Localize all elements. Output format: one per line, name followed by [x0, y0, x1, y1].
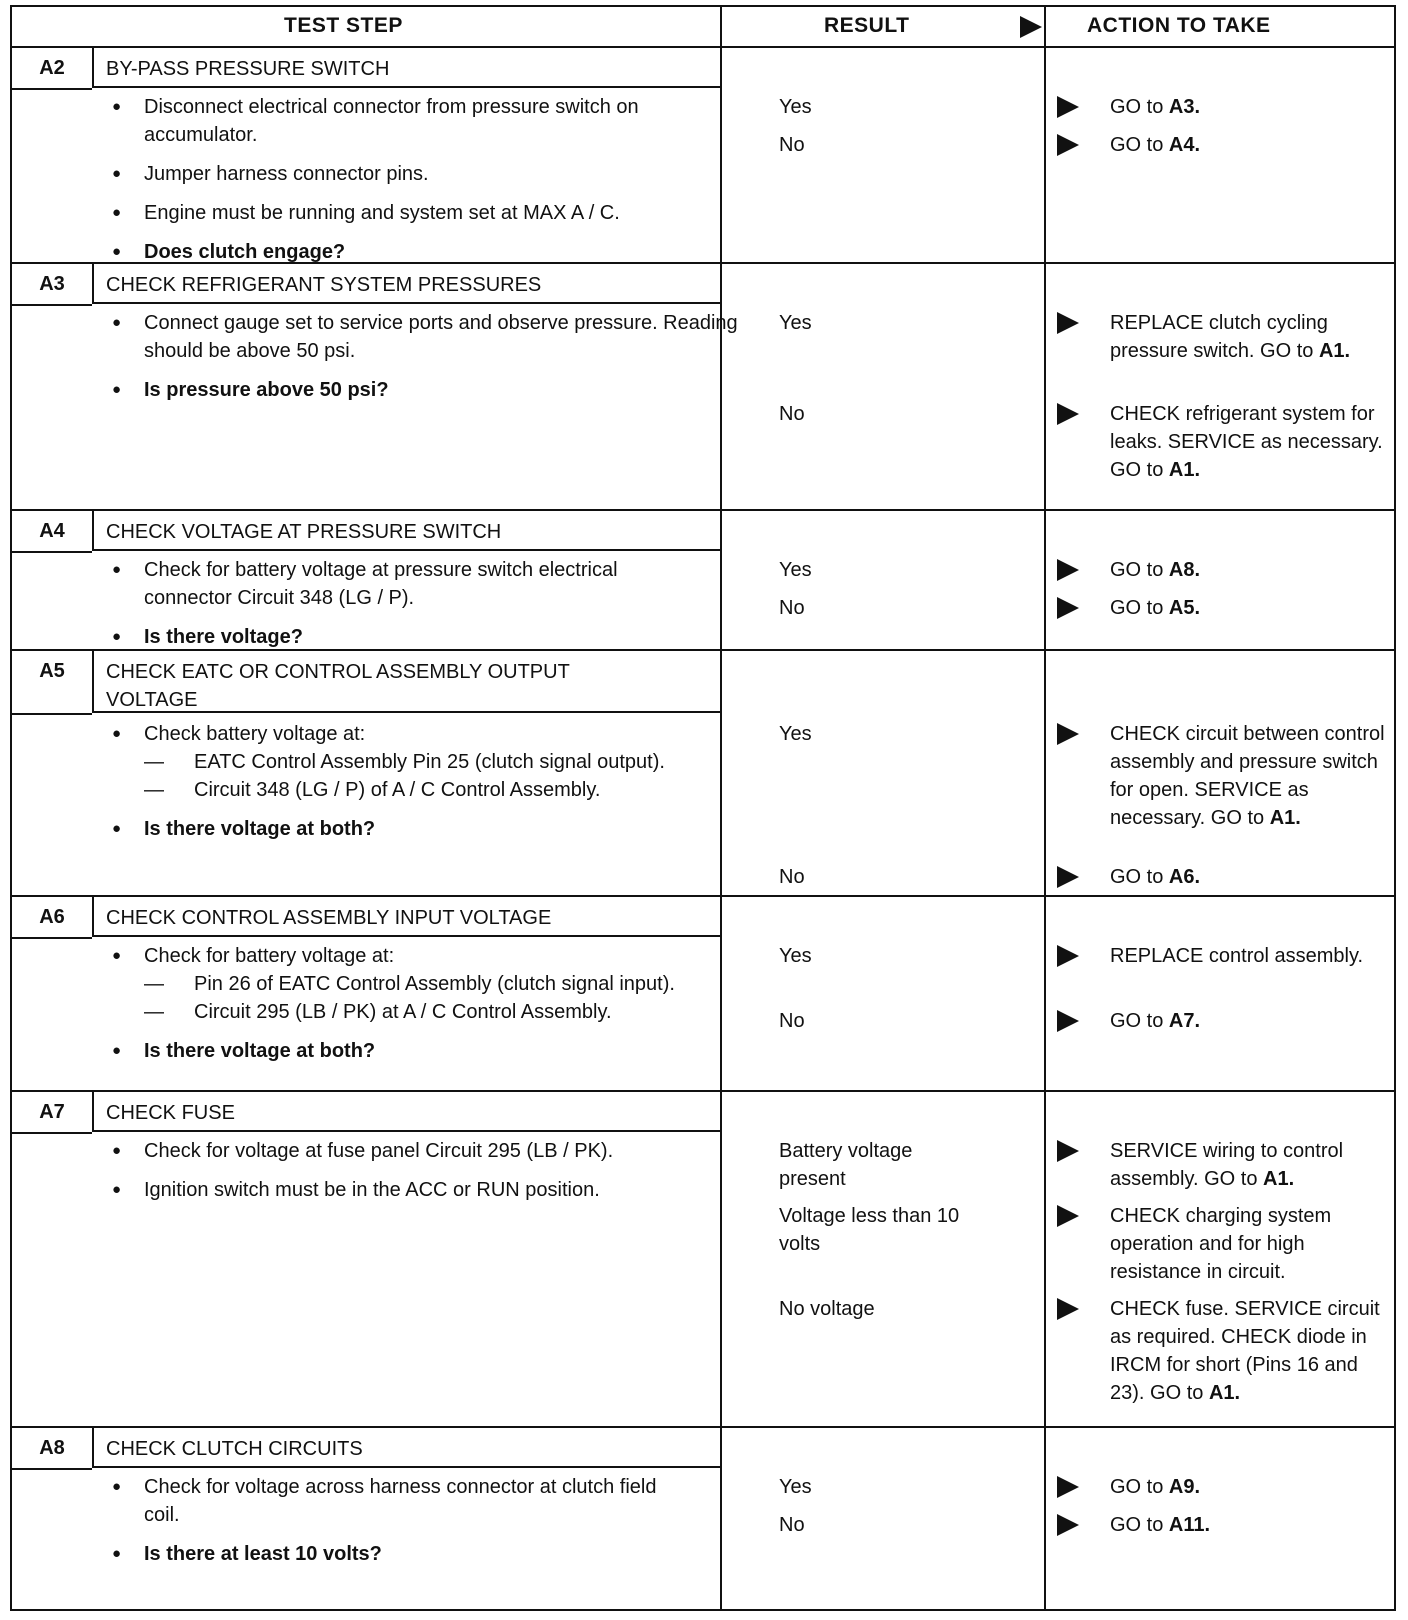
section-a4: [12, 511, 1394, 649]
step-title: CHECK FUSE: [106, 1102, 235, 1124]
arrow-icon: [1057, 1514, 1079, 1536]
arrow-icon: [1057, 1010, 1079, 1032]
action-body: CHECK circuit between control assembly and pressure switch for open. SERVICE as necessary. GO to: [1110, 723, 1385, 829]
bullet-item: ● Check for voltage across harness connector at clutch field coil.: [104, 1473, 754, 1529]
step-ref: A1.: [1318, 340, 1351, 362]
bullet-question: ● Does clutch engage?: [104, 238, 754, 266]
result-label: No voltage: [779, 1298, 875, 1320]
section-a8: [12, 1428, 1394, 1611]
action-body: GO to: [1110, 559, 1164, 581]
result-label: No: [779, 1010, 805, 1032]
result-label: Yes: [779, 312, 812, 334]
section-a7: [12, 1092, 1394, 1426]
result-label: No: [779, 134, 805, 156]
action-body: REPLACE clutch cycling pressure switch. GO to: [1110, 312, 1328, 362]
row-divider: [12, 937, 92, 939]
action-text: [1110, 863, 1395, 891]
bullet-item: ● Disconnect electrical connector from pressure switch on accumulator.: [104, 93, 754, 149]
action-body: CHECK charging system operation and for high resistance in circuit.: [1110, 1205, 1332, 1283]
bullet-question: ● Is there voltage?: [104, 623, 754, 651]
step-ref: A11.: [1168, 1514, 1211, 1536]
result-label: Yes: [779, 96, 812, 118]
step-title-box: [92, 897, 720, 937]
result-label: Battery voltage present: [779, 1140, 913, 1190]
step-title: BY-PASS PRESSURE SWITCH: [106, 58, 390, 80]
step-title-box: [92, 1092, 720, 1132]
result-label: Yes: [779, 559, 812, 581]
arrow-icon: [1057, 403, 1079, 425]
step-title-box: [92, 264, 720, 304]
action-body: GO to: [1110, 866, 1164, 888]
step-title: CHECK CONTROL ASSEMBLY INPUT VOLTAGE: [106, 907, 552, 929]
arrow-icon: [1057, 559, 1079, 581]
action-text: [1110, 1473, 1395, 1501]
action-text: [1110, 400, 1395, 484]
action-text: [1110, 309, 1395, 365]
action-text: [1110, 942, 1395, 970]
arrow-icon: [1057, 134, 1079, 156]
bullet-question: ● Is there voltage at both?: [104, 1037, 754, 1065]
section-a2: [12, 48, 1394, 262]
step-title: CHECK VOLTAGE AT PRESSURE SWITCH: [106, 521, 502, 543]
action-body: CHECK refrigerant system for leaks. SERVICE as necessary. GO to: [1110, 403, 1383, 481]
bullet-question: ● Is there at least 10 volts?: [104, 1540, 754, 1568]
header-result: RESULT: [824, 14, 910, 37]
step-title-box: [92, 1428, 720, 1468]
header-action: ACTION TO TAKE: [1087, 14, 1271, 37]
step-ref: A5.: [1168, 597, 1201, 619]
step-id: A5: [39, 659, 65, 682]
bullet-item: ● Jumper harness connector pins.: [104, 160, 754, 188]
action-body: REPLACE control assembly.: [1110, 945, 1364, 967]
action-text: [1110, 93, 1395, 121]
arrow-icon: [1057, 1140, 1079, 1162]
result-label: No: [779, 597, 805, 619]
result-label: Yes: [779, 1476, 812, 1498]
arrow-icon: [1057, 1205, 1079, 1227]
action-text: [1110, 556, 1395, 584]
step-title: CHECK CLUTCH CIRCUITS: [106, 1438, 363, 1460]
step-bullets: [104, 1473, 754, 1579]
step-bullets: [104, 556, 754, 662]
step-title-box: [92, 651, 720, 713]
bullet-text: ● Check battery voltage at:: [144, 723, 366, 745]
action-text: [1110, 1202, 1395, 1286]
action-body: CHECK fuse. SERVICE circuit as required. CHECK diode in IRCM for short (Pins 16 and 23). GO to: [1110, 1298, 1380, 1404]
header-test-step: TEST STEP: [284, 14, 403, 37]
action-text: [1110, 594, 1395, 622]
bullet-item: [104, 942, 754, 1026]
action-text: [1110, 131, 1395, 159]
action-text: [1110, 1007, 1395, 1035]
step-ref: A9.: [1168, 1476, 1201, 1498]
step-id: A4: [39, 519, 65, 542]
row-divider: [12, 1468, 92, 1470]
diagnostic-table: [10, 5, 1396, 1611]
section-a5: [12, 651, 1394, 895]
result-label: Voltage less than 10 volts: [779, 1205, 960, 1255]
step-title: CHECK EATC OR CONTROL ASSEMBLY OUTPUT VOLTAGE: [106, 661, 570, 711]
step-bullets: [104, 93, 754, 277]
step-ref: A1.: [1208, 1382, 1241, 1404]
section-a3: [12, 264, 1394, 509]
action-text: [1110, 1511, 1395, 1539]
step-bullets: [104, 1137, 754, 1215]
row-divider: [12, 88, 92, 90]
arrow-icon: [1057, 597, 1079, 619]
arrow-icon: [1057, 96, 1079, 118]
step-title: CHECK REFRIGERANT SYSTEM PRESSURES: [106, 274, 542, 296]
result-label: No: [779, 403, 805, 425]
action-body: GO to: [1110, 134, 1164, 156]
result-label: No: [779, 1514, 805, 1536]
section-a6: [12, 897, 1394, 1090]
arrow-icon: [1057, 1476, 1079, 1498]
step-title-box: [92, 511, 720, 551]
arrow-icon: [1057, 866, 1079, 888]
action-text: [1110, 1295, 1395, 1407]
step-ref: A3.: [1168, 96, 1201, 118]
bullet-item: ● Connect gauge set to service ports and observe pressure. Reading should be above 50 psi.: [104, 309, 754, 365]
result-label: No: [779, 866, 805, 888]
action-body: GO to: [1110, 1514, 1164, 1536]
result-label: Yes: [779, 723, 812, 745]
arrow-icon: [1057, 945, 1079, 967]
step-bullets: [104, 309, 754, 415]
bullet-text: ● Check for battery voltage at:: [144, 945, 395, 967]
sub-item: — EATC Control Assembly Pin 25 (clutch signal output).: [144, 748, 754, 776]
step-ref: A7.: [1168, 1010, 1201, 1032]
step-ref: A4.: [1168, 134, 1201, 156]
action-body: GO to: [1110, 1476, 1164, 1498]
step-ref: A1.: [1269, 807, 1301, 829]
row-divider: [12, 713, 92, 715]
sub-item: — Pin 26 of EATC Control Assembly (clutch signal input).: [144, 970, 754, 998]
step-ref: A6.: [1168, 866, 1201, 888]
action-body: SERVICE wiring to control assembly. GO to: [1110, 1140, 1344, 1190]
arrow-icon: [1057, 312, 1079, 334]
action-text: [1110, 720, 1395, 832]
step-ref: A1.: [1263, 1168, 1295, 1190]
sub-item: — Circuit 348 (LG / P) of A / C Control Assembly.: [144, 776, 754, 804]
bullet-item: ● Check for battery voltage at pressure switch electrical connector Circuit 348 (LG / P).: [104, 556, 754, 612]
row-divider: [12, 304, 92, 306]
row-divider: [12, 551, 92, 553]
row-divider: [12, 1132, 92, 1134]
bullet-question: ● Is pressure above 50 psi?: [104, 376, 754, 404]
step-title-box: [92, 48, 720, 88]
action-body: GO to: [1110, 597, 1164, 619]
bullet-question: ● Is there voltage at both?: [104, 815, 754, 843]
step-ref: A1.: [1168, 459, 1201, 481]
step-id: A3: [39, 272, 65, 295]
step-ref: A8.: [1168, 559, 1201, 581]
arrow-icon: [1057, 723, 1079, 745]
step-id: A2: [39, 56, 65, 79]
bullet-item: ● Ignition switch must be in the ACC or RUN position.: [104, 1176, 754, 1204]
sub-item: — Circuit 295 (LB / PK) at A / C Control Assembly.: [144, 998, 754, 1026]
result-label: Yes: [779, 945, 812, 967]
header-arrow-icon: [1020, 16, 1042, 38]
step-bullets: [104, 942, 754, 1076]
action-text: [1110, 1137, 1395, 1193]
bullet-item: ● Check for voltage at fuse panel Circuit 295 (LB / PK).: [104, 1137, 754, 1165]
bullet-item: ● Engine must be running and system set at MAX A / C.: [104, 199, 754, 227]
arrow-icon: [1057, 1298, 1079, 1320]
step-id: A6: [39, 905, 65, 928]
action-body: GO to: [1110, 1010, 1164, 1032]
action-body: GO to: [1110, 96, 1164, 118]
step-bullets: [104, 720, 754, 854]
bullet-item: [104, 720, 754, 804]
step-id: A7: [39, 1100, 65, 1123]
step-id: A8: [39, 1436, 65, 1459]
